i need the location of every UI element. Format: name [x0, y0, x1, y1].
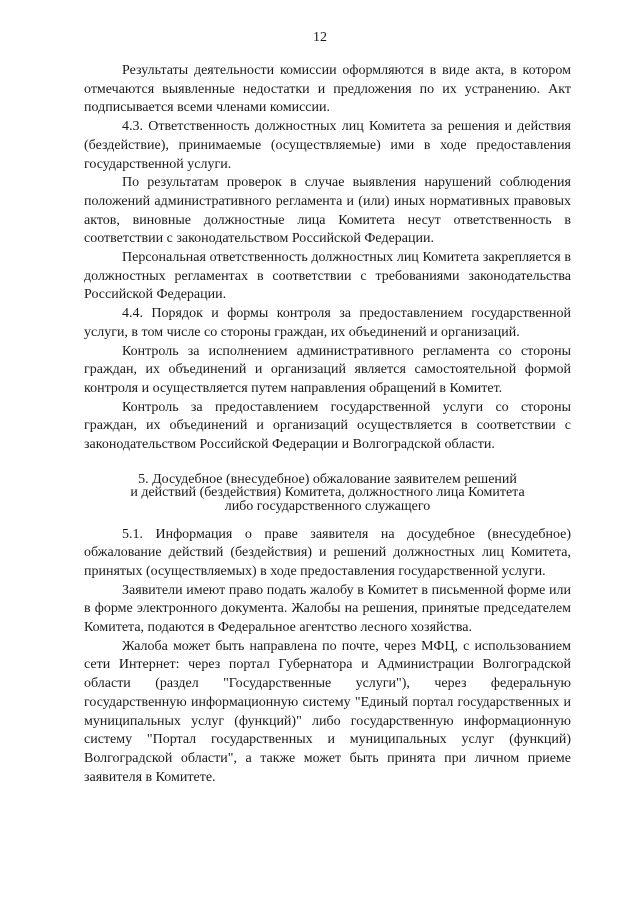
page-number: 12	[313, 30, 327, 45]
paragraph: 5.1. Информация о праве заявителя на досудебное (внесудебное) обжалование действий (бездействия) и решений должностных лиц Комитета, принятых (осуществляемых) в ходе предоставления государственной услуги.	[84, 526, 571, 579]
paragraph: Результаты деятельности комиссии оформляются в виде акта, в котором отмечаются выявленные недостатки и предложения по их устранению. Акт подписывается всеми членами комиссии.	[84, 63, 571, 116]
paragraph: По результатам проверок в случае выявления нарушений соблюдения положений административного регламента и (или) иных нормативных правовых актов, виновные должностные лица Комитета несут ответственность в соответствии с законодательством Российской Федерации.	[84, 175, 571, 247]
paragraph: Персональная ответственность должностных лиц Комитета закрепляется в должностных регламентах в соответствии с требованиями законодательства Российской Федерации.	[84, 250, 571, 303]
paragraph: 4.3. Ответственность должностных лиц Комитета за решения и действия (бездействие), принимаемые (осуществляемые) ими в ходе предоставления государственной услуги.	[84, 119, 571, 172]
section-heading-line: 5. Досудебное (внесудебное) обжалование заявителем решений	[138, 471, 517, 487]
paragraph: Заявители имеют право подать жалобу в Комитет в письменной форме или в форме электронного документа. Жалобы на решения, принятые председателем Комитета, подаются в Федеральное агентство лесного хозяйства.	[84, 582, 571, 636]
document-body	[84, 62, 571, 787]
section-heading-line: и действий (бездействия) Комитета, должностного лица Комитета	[130, 485, 525, 501]
paragraph: Контроль за исполнением административного регламента со стороны граждан, их объединений и организаций является самостоятельной формой контроля и осуществляется путем направления обращений в Комитет.	[84, 343, 571, 396]
paragraph: Жалоба может быть направлена по почте, через МФЦ, с использованием сети Интернет: через портал Губернатора и Администрации Волгоградской области (раздел "Государственные услуги"), через федеральную государственную информационную систему "Единый портал государственных и муниципальных услуг (функций)" либо государственную информационную систему "Портал государственных и муниципальных услуг (функций) Волгоградской области", а также может быть принята при личном приеме заявителя в Комитете.	[84, 638, 571, 785]
paragraph: Контроль за предоставлением государственной услуги со стороны граждан, их объединений и организаций осуществляется в соответствии с законодательством Российской Федерации и Волгоградской области.	[84, 399, 571, 453]
section-heading	[84, 473, 571, 514]
paragraph: 4.4. Порядок и формы контроля за предоставлением государственной услуги, в том числе со стороны граждан, их объединений и организаций.	[84, 306, 571, 340]
section-heading-line: либо государственного служащего	[224, 498, 431, 514]
